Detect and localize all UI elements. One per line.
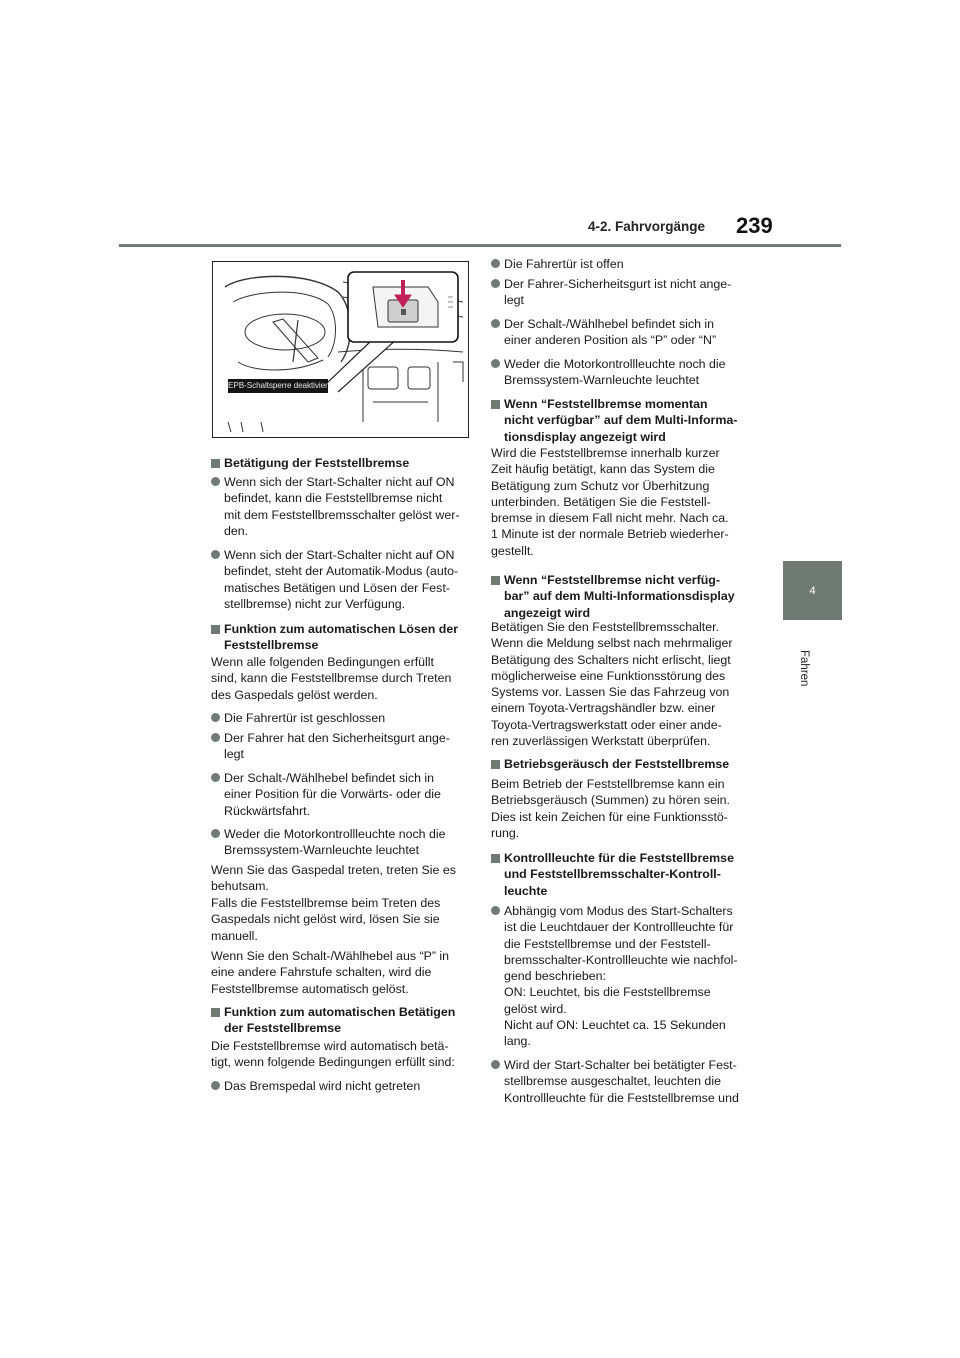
heading-text: Wenn “Feststellbremse momentan nicht verfügbar” auf dem Multi-Informa- tionsdisplay angezeigt wird <box>504 397 738 444</box>
chapter-tab <box>783 561 842 620</box>
right-column-heading <box>491 396 766 445</box>
para-text: Falls die Feststellbremse beim Treten des Gaspedals nicht gelöst wird, lösen Sie sie manuell. <box>211 896 441 943</box>
page-number: 239 <box>736 213 773 238</box>
heading-text: Betriebsgeräusch der Feststellbremse <box>504 757 730 771</box>
heading-text: Funktion zum automatischen Betätigen der Feststellbremse <box>224 1005 456 1036</box>
right-column-bullet <box>491 256 766 272</box>
bullet-text: Der Fahrer-Sicherheitsgurt ist nicht ange- legt <box>504 277 732 308</box>
para-text: Die Feststellbremse wird automatisch betä- tigt, wenn folgende Bedingungen erfüllt sind: <box>211 1039 455 1070</box>
left-column-para <box>211 654 473 703</box>
left-column-bullet <box>211 547 486 612</box>
para-text: Wenn Sie den Schalt-/Wählhebel aus “P” in eine andere Fahrstufe schalten, wird die Feststellbremse automatisch gelöst. <box>211 949 450 996</box>
bullet-text: Das Bremspedal wird nicht getreten <box>224 1079 421 1093</box>
bullet-text: Die Fahrertür ist geschlossen <box>224 711 386 725</box>
left-column-heading <box>211 621 486 654</box>
bullet-text: Weder die Motorkontrollleuchte noch die Bremssystem-Warnleuchte leuchtet <box>504 357 726 388</box>
dashboard-illustration <box>213 262 468 437</box>
illustration-figure <box>212 261 469 438</box>
bullet-text: Wenn sich der Start-Schalter nicht auf ON befindet, kann die Feststellbremse nicht mit dem Feststellbremsschalter gelöst wer- den. <box>224 475 460 538</box>
para-text: Wird die Feststellbremse innerhalb kurzer Zeit häufig betätigt, kann das System die Betätigung zum Schutz vor Überhitzung unterbinden. Betätigen Sie die Feststell- bremse in diesem Fall nicht mehr. Nach ca. 1 Minute ist der normale Betrieb wiederher- gestellt. <box>491 446 729 558</box>
bullet-text: Der Schalt-/Wählhebel befindet sich in einer anderen Position als “P” oder “N” <box>504 317 717 348</box>
right-column-bullet <box>491 356 766 389</box>
left-column-heading <box>211 1004 486 1037</box>
right-column-para <box>491 619 753 749</box>
right-column-heading <box>491 572 766 621</box>
heading-text: Betätigung der Feststellbremse <box>224 456 410 470</box>
header-section-title: 4-2. Fahrvorgänge <box>588 219 706 234</box>
left-column-para <box>211 948 473 997</box>
heading-text: Kontrollleuchte für die Feststellbremse und Feststellbremsschalter-Kontroll- leuchte <box>504 851 734 898</box>
left-column-para <box>211 862 473 895</box>
bullet-text: Weder die Motorkontrollleuchte noch die Bremssystem-Warnleuchte leuchtet <box>224 827 446 858</box>
right-column-bullet <box>491 276 766 309</box>
bullet-text: Abhängig vom Modus des Start-Schalters ist die Leuchtdauer der Kontrollleuchte für die Feststellbremse und der Feststell- bremsschalter-Kontrollleuchte wie nachfol- gend beschrieben: ON: Leuchtet, bis die Feststellbremse gelöst wird. Nicht auf ON: Leuchtet ca. 15 Sekunden lang. <box>504 904 738 1049</box>
right-column-heading <box>491 850 766 899</box>
left-column-bullet <box>211 730 486 763</box>
right-column-bullet <box>491 1057 766 1106</box>
header-rule <box>119 244 841 247</box>
para-text: Betätigen Sie den Feststellbremsschalter. Wenn die Meldung selbst nach mehrmaliger Betätigung des Schalters nicht erlischt, liegt möglicherweise eine Funktionsstörung des Systems vor. Lassen Sie das Fahrzeug von einem Toyota-Vertragshändler bzw. einer Toyota-Vertragswerkstatt oder einer ande- ren zuverlässigen Werkstatt überprüfen. <box>491 620 733 749</box>
right-column-para <box>491 445 753 559</box>
right-column-bullet <box>491 903 766 1050</box>
bullet-text: Die Fahrertür ist offen <box>504 257 624 271</box>
para-text: Wenn alle folgenden Bedingungen erfüllt sind, kann die Feststellbremse durch Treten des Gaspedals gelöst werden. <box>211 655 452 702</box>
para-text: Wenn Sie das Gaspedal treten, treten Sie es behutsam. <box>211 863 456 894</box>
right-column-bullet <box>491 316 766 349</box>
left-column-para <box>211 1038 473 1071</box>
left-column-bullet <box>211 1078 486 1094</box>
left-column-bullet <box>211 826 486 859</box>
heading-text: Funktion zum automatischen Lösen der Feststellbremse <box>224 622 459 653</box>
left-column-heading <box>211 455 486 471</box>
left-column-bullet <box>211 710 486 726</box>
right-column-heading <box>491 756 766 772</box>
bullet-text: Der Schalt-/Wählhebel befindet sich in einer Position für die Vorwärts- oder die Rückwärtsfahrt. <box>224 771 441 818</box>
display-message-panel: EPB-Schaltsperre deaktiviert <box>228 379 328 393</box>
heading-text: Wenn “Feststellbremse nicht verfüg- bar” auf dem Multi-Informationsdisplay angezeigt wird <box>504 573 735 620</box>
left-column-bullet <box>211 474 486 539</box>
bullet-text: Der Fahrer hat den Sicherheitsgurt ange- legt <box>224 731 450 762</box>
right-column-para <box>491 776 753 841</box>
para-text: Beim Betrieb der Feststellbremse kann ein Betriebsgeräusch (Summen) zu hören sein. Dies ist kein Zeichen für eine Funktionsstö- rung. <box>491 777 730 840</box>
chapter-number: 4 <box>809 584 816 597</box>
left-column-para <box>211 895 473 944</box>
bullet-text: Wenn sich der Start-Schalter nicht auf ON befindet, steht der Automatik-Modus (auto- matisches Betätigen und Lösen der Fest- stellbremse) nicht zur Verfügung. <box>224 548 459 611</box>
left-column-bullet <box>211 770 486 819</box>
bullet-text: Wird der Start-Schalter bei betätigter Fest- stellbremse ausgeschaltet, leuchten die Kontrollleuchte für die Feststellbremse und <box>504 1058 739 1105</box>
chapter-label: Fahren <box>798 650 810 687</box>
